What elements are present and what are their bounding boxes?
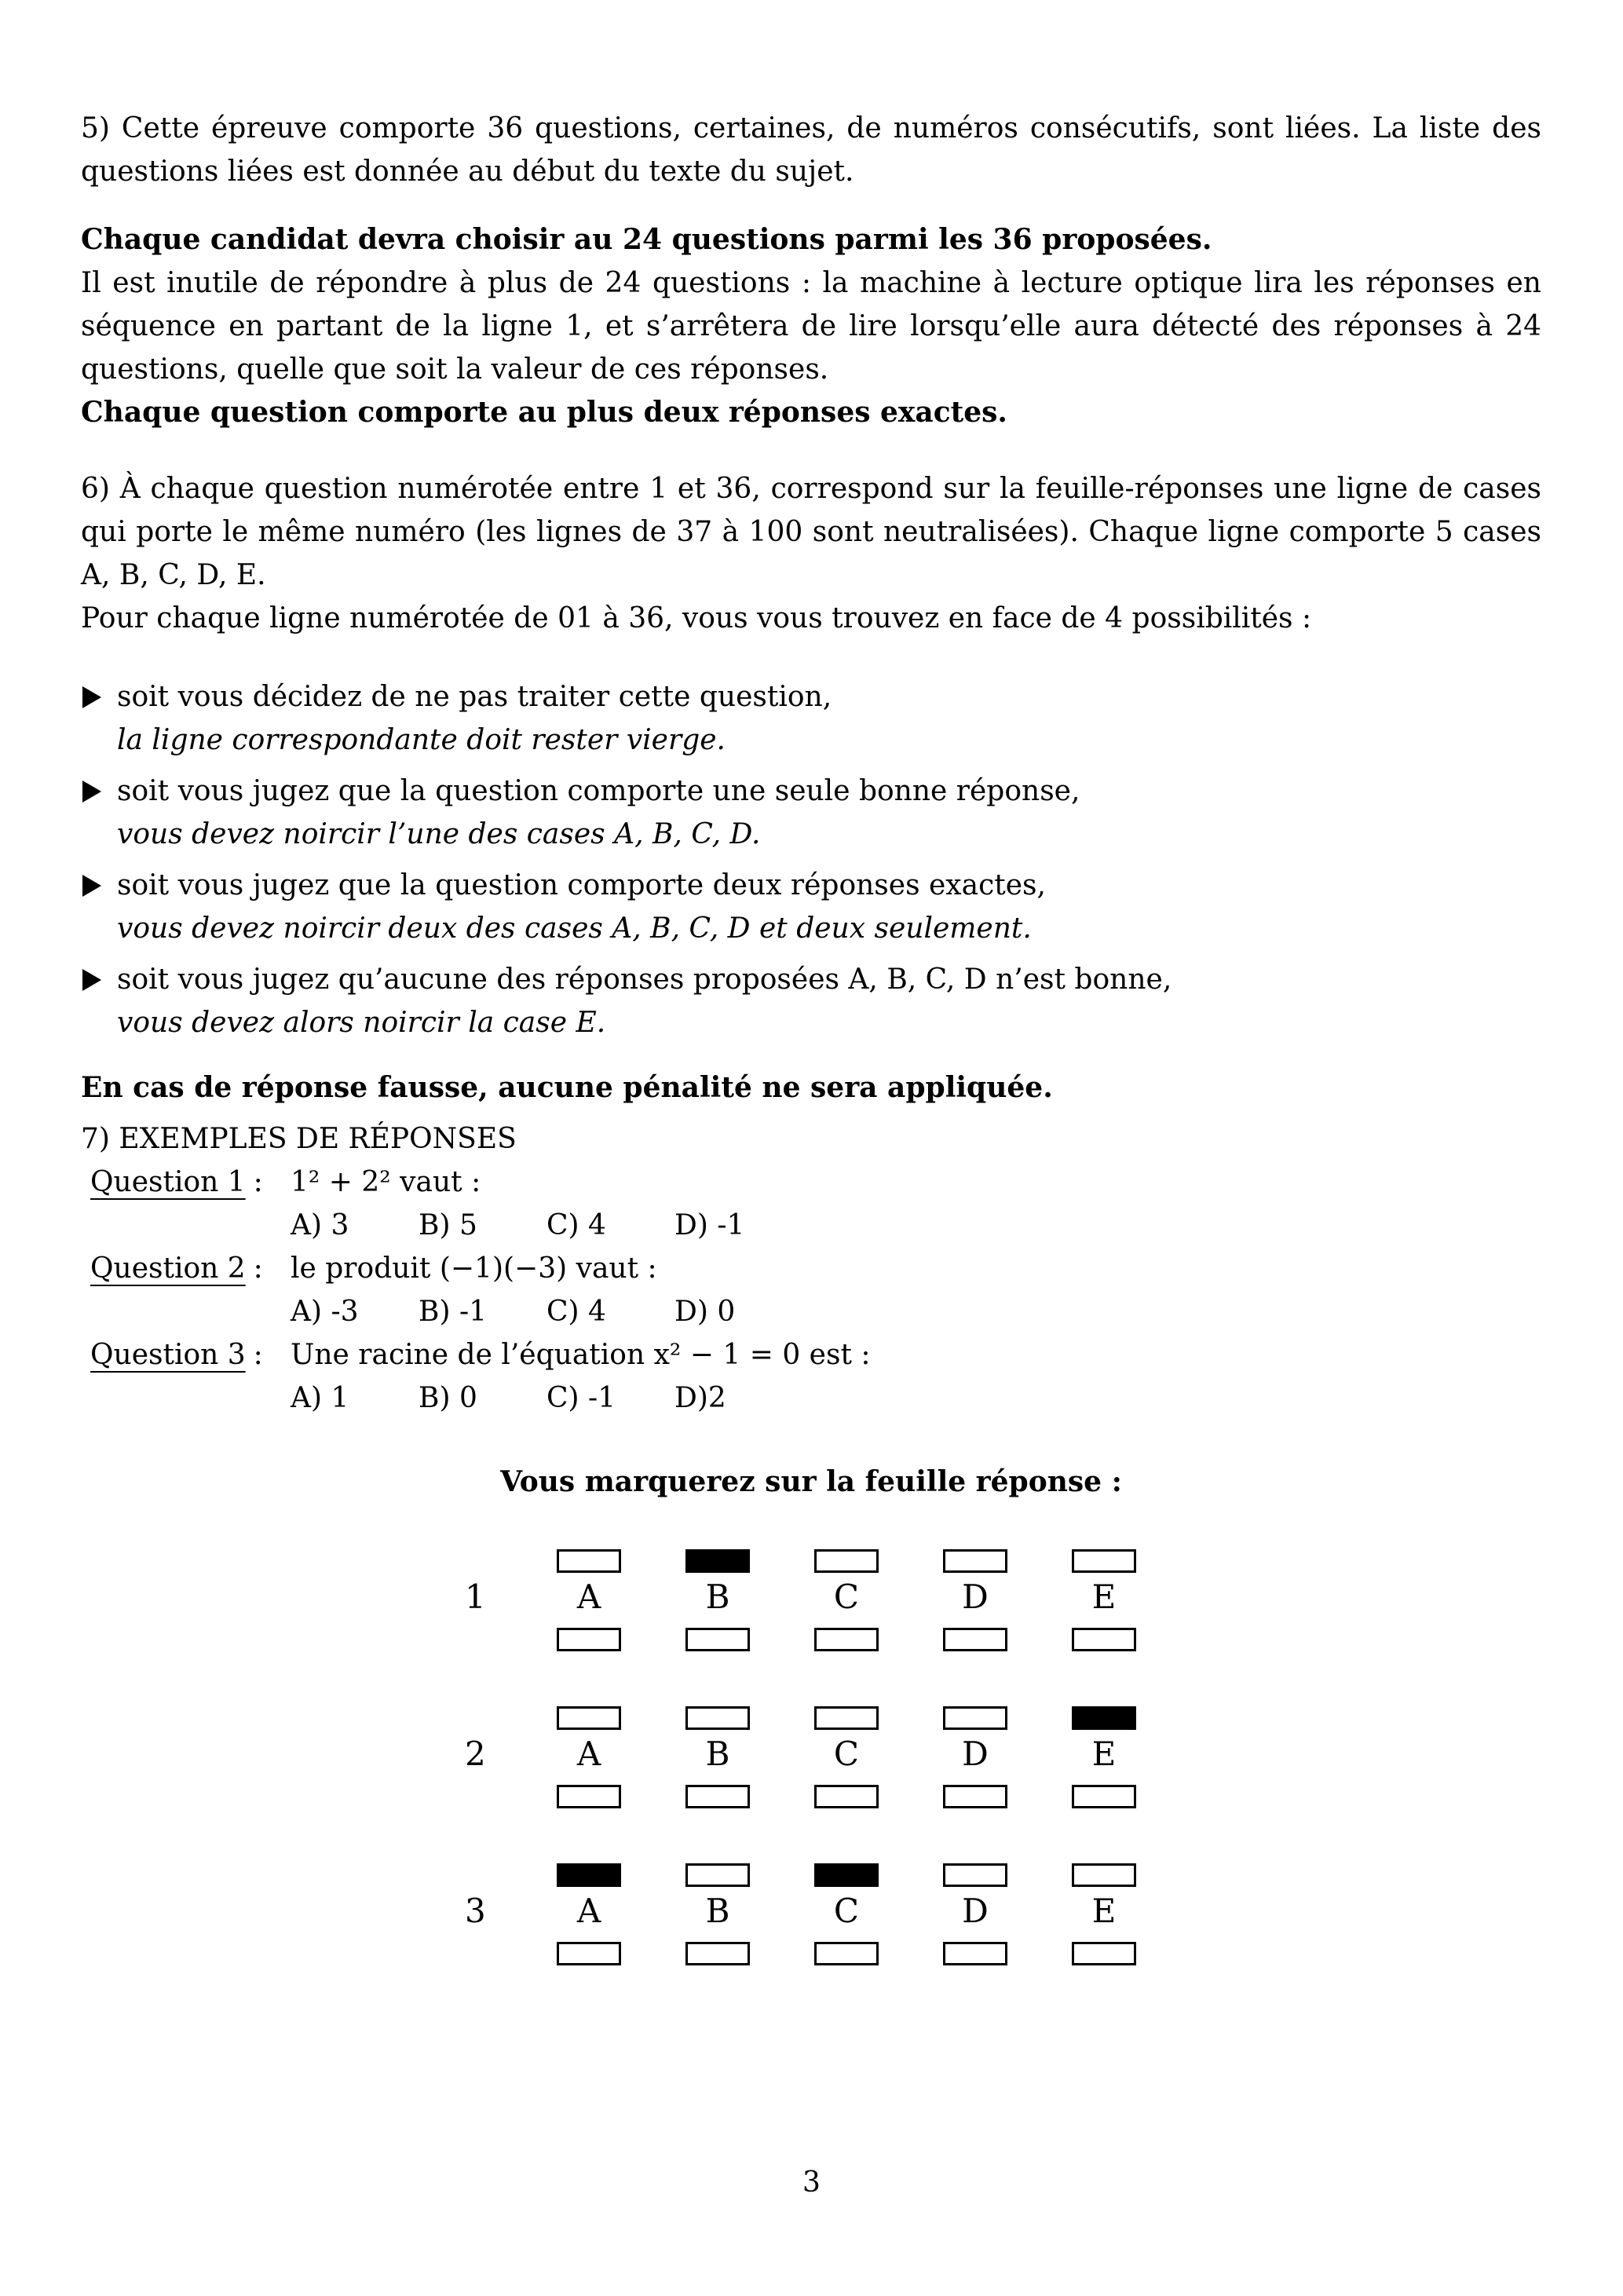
heading-choose-24: Chaque candidat devra choisir au 24 questions parmi les 36 proposées. bbox=[81, 223, 1212, 256]
box-cell bbox=[525, 1785, 653, 1808]
box-cell bbox=[1040, 1706, 1168, 1730]
option-d: D) 0 bbox=[674, 1296, 736, 1328]
top-box-row bbox=[454, 1706, 1168, 1730]
answer-box-bottom-e[interactable] bbox=[1072, 1942, 1136, 1965]
page-number: 3 bbox=[802, 2166, 821, 2199]
box-cell bbox=[653, 1863, 782, 1887]
examples-heading: 7) EXEMPLES DE RÉPONSES bbox=[81, 1123, 517, 1155]
box-cell bbox=[911, 1863, 1040, 1887]
question-number: 2 bbox=[465, 1735, 486, 1773]
letter-row bbox=[454, 1735, 1168, 1774]
answer-letter-a: A bbox=[576, 1578, 601, 1616]
answer-box-bottom-b[interactable] bbox=[685, 1785, 750, 1808]
bullet-main-text: soit vous jugez que la question comporte deux réponses exactes, bbox=[117, 869, 1046, 901]
box-cell bbox=[782, 1785, 911, 1808]
box-cell bbox=[911, 1628, 1040, 1651]
answer-box-top-a[interactable] bbox=[557, 1863, 621, 1887]
answer-box-top-b[interactable] bbox=[685, 1549, 750, 1573]
top-box-row bbox=[454, 1863, 1168, 1887]
box-cell bbox=[1040, 1863, 1168, 1887]
answer-letter-e: E bbox=[1091, 1735, 1117, 1773]
examples-table bbox=[81, 1161, 1541, 1420]
answer-letter-b: B bbox=[705, 1578, 730, 1616]
option-b: B) 5 bbox=[419, 1209, 477, 1241]
letter-row bbox=[454, 1892, 1168, 1931]
question-text: le produit (−1)(−3) vaut : bbox=[291, 1252, 657, 1285]
answer-sheet-title: Vous marquerez sur la feuille réponse : bbox=[500, 1465, 1122, 1498]
bottom-box-row bbox=[454, 1628, 1168, 1651]
triangle-bullet-icon bbox=[82, 686, 101, 708]
answer-row-block bbox=[454, 1549, 1168, 1651]
option-c: C) -1 bbox=[546, 1382, 616, 1414]
bullet-detail-text: vous devez noircir l’une des cases A, B, C, D. bbox=[117, 818, 761, 850]
box-cell bbox=[782, 1628, 911, 1651]
box-cell bbox=[782, 1863, 911, 1887]
paragraph-6a: 6) À chaque question numérotée entre 1 et 36, correspond sur la feuille-réponses une ligne de cases qui porte le même numéro (les lignes de 37 à 100 sont neutralisées). Chaque ligne comporte 5 cases A, B, C, D, E. bbox=[81, 473, 1541, 591]
bullet-main-text: soit vous décidez de ne pas traiter cette question, bbox=[117, 681, 832, 713]
answer-letter-c: C bbox=[833, 1892, 860, 1930]
example-options-row bbox=[81, 1377, 1541, 1420]
paragraph-machine: Il est inutile de répondre à plus de 24 questions : la machine à lecture optique lira les réponses en séquence en partant de la ligne 1, et s’arrêtera de lire lorsqu’elle aura détecté des réponses à 24 questions, quelle que soit la valeur de ces réponses. bbox=[81, 267, 1541, 386]
box-cell bbox=[782, 1549, 911, 1573]
answer-box-bottom-a[interactable] bbox=[557, 1942, 621, 1965]
answer-letter-d: D bbox=[962, 1892, 989, 1930]
answer-letter-b: B bbox=[705, 1892, 730, 1930]
box-cell bbox=[911, 1706, 1040, 1730]
example-options-row bbox=[81, 1290, 1541, 1333]
box-cell bbox=[1040, 1628, 1168, 1651]
box-cell bbox=[525, 1942, 653, 1965]
bottom-box-row bbox=[454, 1942, 1168, 1965]
example-options-row bbox=[81, 1204, 1541, 1247]
answer-box-top-b[interactable] bbox=[685, 1863, 750, 1887]
answer-box-top-a[interactable] bbox=[557, 1706, 621, 1730]
option-a: A) -3 bbox=[291, 1296, 359, 1328]
option-d: D)2 bbox=[674, 1382, 726, 1414]
answer-box-top-d[interactable] bbox=[943, 1706, 1007, 1730]
answer-box-top-b[interactable] bbox=[685, 1706, 750, 1730]
option-a: A) 3 bbox=[291, 1209, 349, 1241]
answer-box-top-c[interactable] bbox=[814, 1549, 879, 1573]
box-cell bbox=[1040, 1549, 1168, 1573]
option-c: C) 4 bbox=[546, 1296, 606, 1328]
paragraph-6b: Pour chaque ligne numérotée de 01 à 36, vous vous trouvez en face de 4 possibilités : bbox=[81, 602, 1312, 634]
box-cell bbox=[525, 1628, 653, 1651]
option-b: B) -1 bbox=[419, 1296, 488, 1328]
option-c: C) 4 bbox=[546, 1209, 606, 1241]
triangle-bullet-icon bbox=[82, 875, 101, 897]
question-text: 1² + 2² vaut : bbox=[291, 1166, 481, 1198]
heading-two-answers: Chaque question comporte au plus deux réponses exactes. bbox=[81, 396, 1007, 429]
option-b: B) 0 bbox=[419, 1382, 477, 1414]
example-question-row bbox=[81, 1161, 1541, 1204]
bullet-detail-text: la ligne correspondante doit rester vierge. bbox=[117, 724, 726, 756]
answer-letter-d: D bbox=[962, 1735, 989, 1773]
box-cell bbox=[525, 1863, 653, 1887]
answer-box-bottom-e[interactable] bbox=[1072, 1628, 1136, 1651]
answer-box-top-d[interactable] bbox=[943, 1863, 1007, 1887]
heading-penalty: En cas de réponse fausse, aucune pénalité ne sera appliquée. bbox=[81, 1071, 1053, 1104]
answer-letter-c: C bbox=[833, 1735, 860, 1773]
answer-box-bottom-c[interactable] bbox=[814, 1942, 879, 1965]
box-cell bbox=[525, 1706, 653, 1730]
box-cell bbox=[1040, 1942, 1168, 1965]
question-number: 3 bbox=[465, 1892, 486, 1930]
box-cell bbox=[782, 1942, 911, 1965]
example-question-row bbox=[81, 1333, 1541, 1377]
bullet-detail-text: vous devez noircir deux des cases A, B, C, D et deux seulement. bbox=[117, 912, 1032, 945]
answer-letter-a: A bbox=[576, 1735, 601, 1773]
answer-box-top-e[interactable] bbox=[1072, 1549, 1136, 1573]
answer-letter-e: E bbox=[1091, 1892, 1117, 1930]
box-cell bbox=[525, 1549, 653, 1573]
answer-box-bottom-a[interactable] bbox=[557, 1628, 621, 1651]
box-cell bbox=[911, 1549, 1040, 1573]
bullet-detail-text: vous devez alors noircir la case E. bbox=[117, 1007, 606, 1039]
paragraph-5: 5) Cette épreuve comporte 36 questions, certaines, de numéros consécutifs, sont liées. La liste des questions liées est donnée au début du texte du sujet. bbox=[81, 112, 1541, 188]
answer-box-bottom-d[interactable] bbox=[943, 1785, 1007, 1808]
option-d: D) -1 bbox=[674, 1209, 745, 1241]
question-label-colon: : bbox=[253, 1166, 263, 1198]
answer-letter-a: A bbox=[576, 1892, 601, 1930]
answer-box-bottom-a[interactable] bbox=[557, 1785, 621, 1808]
answer-box-top-d[interactable] bbox=[943, 1549, 1007, 1573]
answer-row-block bbox=[454, 1706, 1168, 1808]
list-item-no-answer bbox=[81, 958, 1541, 1044]
answer-box-top-a[interactable] bbox=[557, 1549, 621, 1573]
answer-letter-e: E bbox=[1091, 1578, 1117, 1616]
answer-sheet-grid bbox=[454, 1549, 1168, 1965]
box-cell bbox=[653, 1942, 782, 1965]
box-cell bbox=[653, 1549, 782, 1573]
list-item-one-answer bbox=[81, 770, 1541, 856]
question-text: Une racine de l’équation x² − 1 = 0 est : bbox=[291, 1339, 871, 1371]
bullet-main-text: soit vous jugez qu’aucune des réponses proposées A, B, C, D n’est bonne, bbox=[117, 963, 1172, 996]
bullet-main-text: soit vous jugez que la question comporte une seule bonne réponse, bbox=[117, 775, 1080, 807]
example-question-row bbox=[81, 1247, 1541, 1290]
question-label: Question 2 bbox=[90, 1252, 246, 1285]
answer-box-bottom-c[interactable] bbox=[814, 1628, 879, 1651]
answer-box-bottom-b[interactable] bbox=[685, 1628, 750, 1651]
box-cell bbox=[911, 1942, 1040, 1965]
answer-letter-b: B bbox=[705, 1735, 730, 1773]
triangle-bullet-icon bbox=[82, 781, 101, 803]
option-a: A) 1 bbox=[291, 1382, 349, 1414]
question-label-colon: : bbox=[253, 1339, 263, 1371]
box-cell bbox=[653, 1628, 782, 1651]
letter-row bbox=[454, 1578, 1168, 1617]
box-cell bbox=[653, 1785, 782, 1808]
question-number: 1 bbox=[465, 1578, 486, 1616]
possibilities-list bbox=[81, 675, 1541, 1044]
answer-box-top-c[interactable] bbox=[814, 1706, 879, 1730]
question-label: Question 1 bbox=[90, 1166, 246, 1198]
triangle-bullet-icon bbox=[82, 969, 101, 991]
answer-box-bottom-b[interactable] bbox=[685, 1942, 750, 1965]
answer-letter-d: D bbox=[962, 1578, 989, 1616]
bottom-box-row bbox=[454, 1785, 1168, 1808]
list-item-two-answers bbox=[81, 864, 1541, 950]
question-label-colon: : bbox=[253, 1252, 263, 1285]
answer-row-block bbox=[454, 1863, 1168, 1965]
box-cell bbox=[911, 1785, 1040, 1808]
answer-box-bottom-e[interactable] bbox=[1072, 1785, 1136, 1808]
answer-letter-c: C bbox=[833, 1578, 860, 1616]
answer-box-top-c[interactable] bbox=[814, 1863, 879, 1887]
list-item-skip-question bbox=[81, 675, 1541, 762]
answer-box-bottom-d[interactable] bbox=[943, 1942, 1007, 1965]
answer-box-bottom-c[interactable] bbox=[814, 1785, 879, 1808]
box-cell bbox=[782, 1706, 911, 1730]
answer-box-top-e[interactable] bbox=[1072, 1706, 1136, 1730]
answer-box-top-e[interactable] bbox=[1072, 1863, 1136, 1887]
question-label: Question 3 bbox=[90, 1339, 246, 1371]
top-box-row bbox=[454, 1549, 1168, 1573]
answer-box-bottom-d[interactable] bbox=[943, 1628, 1007, 1651]
box-cell bbox=[1040, 1785, 1168, 1808]
box-cell bbox=[653, 1706, 782, 1730]
